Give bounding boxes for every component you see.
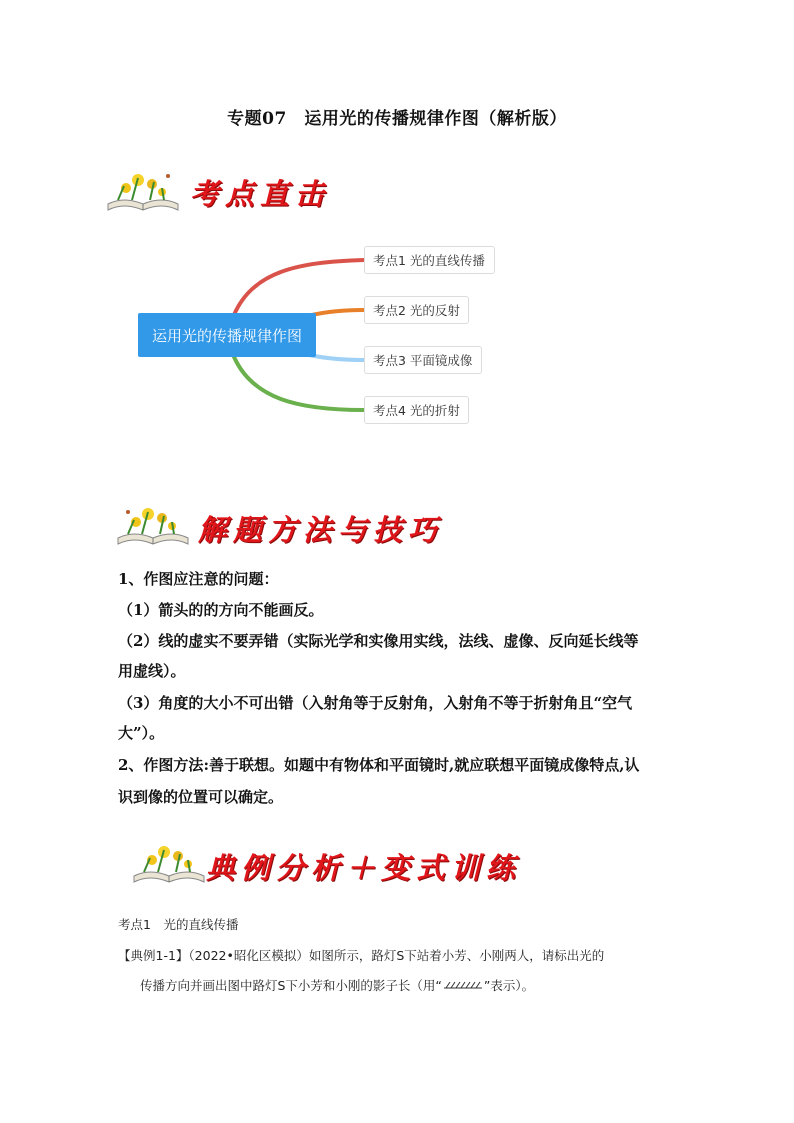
open-book-icon bbox=[114, 500, 192, 554]
mindmap-node-3: 考点3 平面镜成像 bbox=[364, 346, 482, 374]
example-line-2-pre: 传播方向并画出图中路灯S下小芳和小刚的影子长（用“ bbox=[140, 978, 442, 993]
open-book-icon bbox=[130, 838, 208, 892]
method-point-2a: 2、作图方法:善于联想。如题中有物体和平面镜时,就应联想平面镜成像特点,认 bbox=[118, 756, 640, 774]
method-point-1-3a: （3）角度的大小不可出错（入射角等于反射角，入射角不等于折射角且“空气 bbox=[118, 694, 633, 712]
example-line-2 bbox=[140, 976, 534, 994]
example-line-2-post: ”表示）。 bbox=[483, 978, 535, 993]
example-line-1: 【典例1-1】（2022•昭化区模拟）如图所示，路灯S下站着小芳、小刚两人，请标出光的 bbox=[118, 948, 605, 963]
mindmap-node-2: 考点2 光的反射 bbox=[364, 296, 469, 324]
method-point-1-1: （1）箭头的的方向不能画反。 bbox=[118, 601, 324, 619]
method-point-2b: 识到像的位置可以确定。 bbox=[118, 788, 284, 806]
hatched-shadow-icon bbox=[444, 980, 482, 990]
section-heading-key-points: 考点直击 bbox=[190, 177, 331, 211]
section-heading-examples: 典例分析＋变式训练 bbox=[206, 851, 522, 885]
method-point-1: 1、作图应注意的问题： bbox=[118, 570, 279, 588]
section-heading-methods: 解题方法与技巧 bbox=[198, 513, 444, 547]
method-point-1-3b: 大”）。 bbox=[118, 724, 165, 742]
example-topic: 考点1 光的直线传播 bbox=[118, 917, 239, 932]
mindmap-root: 运用光的传播规律作图 bbox=[138, 313, 316, 357]
mindmap-node-4: 考点4 光的折射 bbox=[364, 396, 469, 424]
page-title: 专题07 运用光的传播规律作图（解析版） bbox=[227, 109, 567, 129]
mindmap-node-1: 考点1 光的直线传播 bbox=[364, 246, 495, 274]
method-point-1-2b: 用虚线）。 bbox=[118, 662, 186, 680]
method-point-1-2a: （2）线的虚实不要弄错（实际光学和实像用实线，法线、虚像、反向延长线等 bbox=[118, 632, 639, 650]
